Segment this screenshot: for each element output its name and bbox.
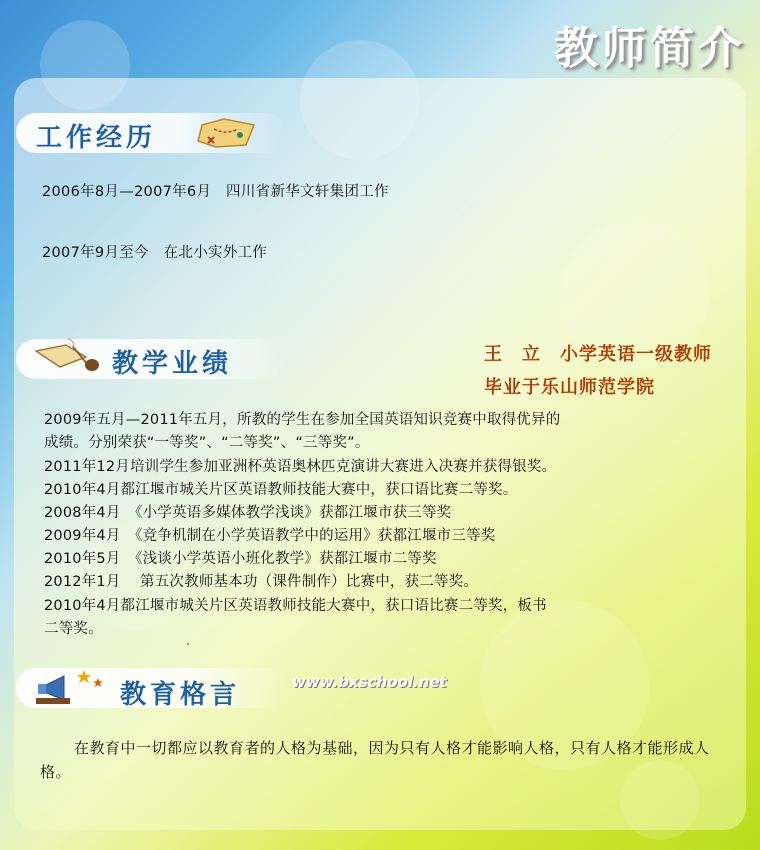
achievement-line: 2009年4月 《竞争机制在小学英语教学中的运用》获都江堰市三等奖 [44, 528, 496, 544]
work-item: 2006年8月—2007年6月 四川省新华文轩集团工作 [42, 184, 389, 200]
achievement-line: 成绩。分别荣获“一等奖”、“二等奖”、“三等奖”。 [44, 435, 370, 451]
teacher-name-title: 王 立 小学英语一级教师 [484, 344, 712, 365]
megaphone-stars-icon [30, 664, 110, 712]
achievement-line: 2009年五月—2011年五月，所教的学生在参加全国英语知识竞赛中取得优异的 [44, 412, 561, 428]
achievements-title: 教学业绩 [112, 349, 233, 379]
scroll-quill-icon [26, 337, 102, 383]
achievement-line: 2008年4月 《小学英语多媒体教学浅谈》获都江堰市获三等奖 [44, 505, 452, 521]
achievement-line: 2010年4月都江堰市城关片区英语教师技能大赛中，获口语比赛二等奖。 [44, 482, 518, 498]
motto-title: 教育格言 [120, 680, 241, 710]
treasure-map-icon [194, 115, 262, 155]
achievement-line: 2011年12月培训学生参加亚洲杯英语奥林匹克演讲大赛进入决赛并获得银奖。 [44, 459, 557, 475]
achievement-line: 二等奖。 [44, 621, 103, 637]
achievement-line: 2012年1月 第五次教师基本功（课件制作）比赛中，获二等奖。 [44, 574, 479, 590]
work-item: 2007年9月至今 在北小实外工作 [42, 245, 268, 261]
teacher-education: 毕业于乐山师范学院 [484, 377, 655, 398]
achievement-line: 2010年5月 《浅谈小学英语小班化教学》获都江堰市二等奖 [44, 551, 437, 567]
work-experience-header [16, 113, 286, 153]
work-experience-title: 工作经历 [36, 123, 157, 153]
motto-text: 在教育中一切都应以教育者的人格为基础，因为只有人格才能影响人格，只有人格才能形成人格。 [40, 739, 710, 781]
achievement-line: 2010年4月都江堰市城关片区英语教师技能大赛中，获口语比赛二等奖，板书 [44, 598, 547, 614]
decorative-dot [187, 643, 189, 645]
motto-header [16, 668, 286, 708]
achievements-header [16, 339, 286, 379]
page-title: 教师简介 [554, 23, 746, 74]
watermark: www.bxschool.net [292, 673, 447, 691]
